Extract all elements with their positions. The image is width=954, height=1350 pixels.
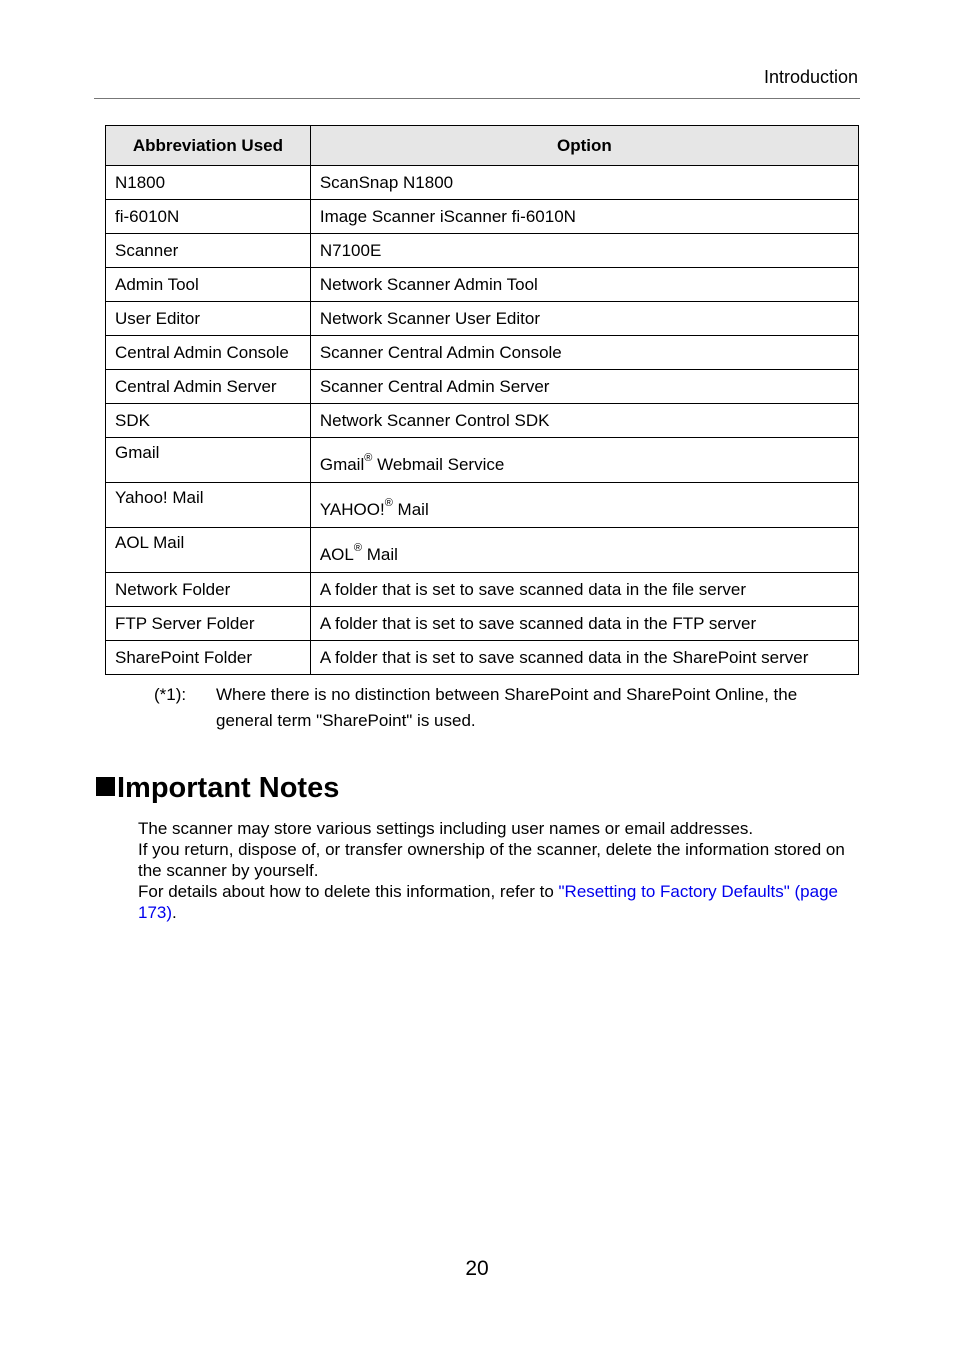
abbreviation-cell: fi-6010N — [106, 200, 311, 234]
table-row — [106, 370, 859, 404]
factory-defaults-link[interactable]: "Resetting to Factory Defaults" (page 173) — [138, 882, 838, 922]
table-header-row — [106, 126, 859, 166]
column-header-option: Option — [310, 126, 858, 166]
option-cell: A folder that is set to save scanned data in the SharePoint server — [310, 641, 858, 675]
abbreviation-table — [105, 125, 859, 675]
table-row — [106, 200, 859, 234]
registered-trademark-mark: ® — [353, 542, 362, 555]
abbreviation-cell: Network Folder — [106, 573, 311, 607]
registered-trademark-mark: ® — [384, 497, 393, 510]
option-cell: A folder that is set to save scanned data in the FTP server — [310, 607, 858, 641]
abbreviation-cell: Admin Tool — [106, 268, 311, 302]
section-heading — [96, 771, 339, 805]
header-divider — [94, 98, 860, 99]
registered-trademark-mark: ® — [364, 452, 373, 465]
abbreviation-cell: Gmail — [106, 438, 311, 483]
option-cell: N7100E — [310, 234, 858, 268]
table-row — [106, 336, 859, 370]
option-cell: Network Scanner Admin Tool — [310, 268, 858, 302]
option-cell — [310, 438, 858, 483]
table-row — [106, 234, 859, 268]
abbreviation-cell: User Editor — [106, 302, 311, 336]
option-cell: Scanner Central Admin Server — [310, 370, 858, 404]
option-text: Webmail Service — [372, 455, 505, 474]
column-header-abbreviation: Abbreviation Used — [106, 126, 311, 166]
abbreviation-cell: SDK — [106, 404, 311, 438]
option-cell: Scanner Central Admin Console — [310, 336, 858, 370]
table-row — [106, 607, 859, 641]
table-row — [106, 404, 859, 438]
option-text: Gmail — [319, 455, 365, 474]
table-row — [106, 483, 859, 528]
body-paragraph: The scanner may store various settings including user names or email addresses. — [138, 819, 754, 838]
abbreviation-cell: Scanner — [106, 234, 311, 268]
table-row — [106, 641, 859, 675]
abbreviation-cell: Central Admin Server — [106, 370, 311, 404]
table-row — [106, 573, 859, 607]
option-text: Mail — [361, 545, 398, 564]
footnote-text: Where there is no distinction between SharePoint and SharePoint Online, the general term "SharePoint" is used. — [216, 685, 798, 730]
option-cell — [310, 528, 858, 573]
option-cell: Network Scanner User Editor — [310, 302, 858, 336]
body-paragraph — [138, 881, 860, 923]
black-square-icon — [96, 777, 115, 796]
option-cell: Network Scanner Control SDK — [310, 404, 858, 438]
abbreviation-cell: FTP Server Folder — [106, 607, 311, 641]
abbreviation-cell: Central Admin Console — [106, 336, 311, 370]
table-row — [106, 528, 859, 573]
table-row — [106, 268, 859, 302]
table-row — [106, 302, 859, 336]
table-row — [106, 166, 859, 200]
option-cell: Image Scanner iScanner fi-6010N — [310, 200, 858, 234]
option-cell: ScanSnap N1800 — [310, 166, 858, 200]
body-paragraph: If you return, dispose of, or transfer ownership of the scanner, delete the information stored on the scanner by yourself. — [138, 840, 845, 880]
abbreviation-cell: AOL Mail — [106, 528, 311, 573]
abbreviation-cell: N1800 — [106, 166, 311, 200]
option-text: AOL — [319, 545, 354, 564]
table-row — [106, 438, 859, 483]
footnote-mark: (*1): — [154, 685, 187, 704]
abbreviation-cell: SharePoint Folder — [106, 641, 311, 675]
option-cell: A folder that is set to save scanned data in the file server — [310, 573, 858, 607]
page-header-title: Introduction — [763, 67, 858, 87]
option-cell — [310, 483, 858, 528]
option-text: Mail — [392, 500, 429, 519]
page-number: 20 — [465, 1257, 489, 1280]
section-heading-text: Important Notes — [117, 772, 340, 804]
option-text: YAHOO! — [319, 500, 385, 519]
body-text-prefix: For details about how to delete this information, refer to — [138, 882, 559, 901]
abbreviation-cell: Yahoo! Mail — [106, 483, 311, 528]
body-text-suffix: . — [172, 903, 177, 922]
important-notes-body — [138, 818, 860, 923]
